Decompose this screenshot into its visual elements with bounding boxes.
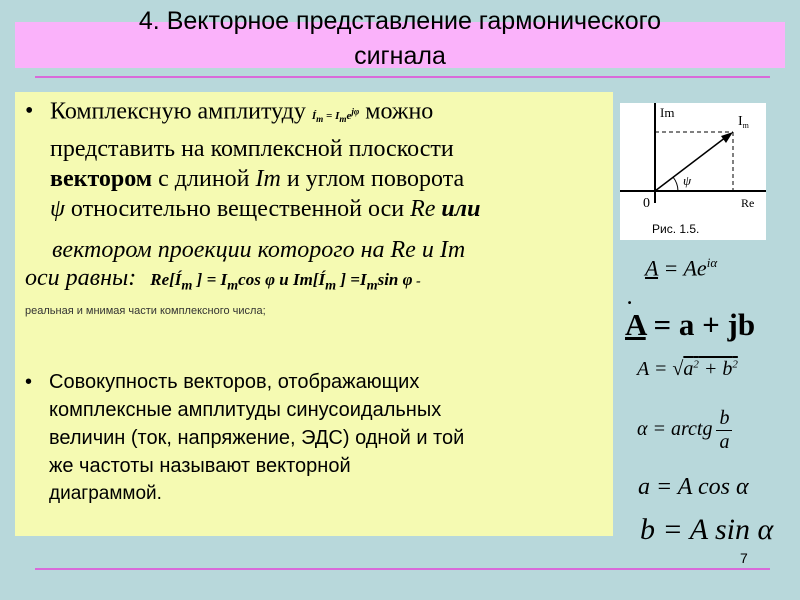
angle-label: ψ: [683, 173, 692, 188]
p1-line-5: вектором проекции которого на Re и Im: [52, 237, 466, 263]
p1-text: и углом поворота: [280, 165, 465, 192]
eq-sup: iα: [706, 255, 718, 270]
title-line-2: сигнала: [354, 42, 446, 70]
vector-line: [655, 134, 730, 191]
eq-lhs: α = arctg: [637, 418, 713, 441]
dash: -: [412, 274, 421, 289]
formula-part: Re[Í: [150, 270, 182, 289]
formula-sub: m: [316, 113, 324, 124]
p2-line-3: величин (ток, напряжение, ЭДС) одной и той: [49, 427, 465, 449]
dot-mark: .: [628, 288, 633, 308]
radicand-b: + b: [698, 358, 733, 380]
paragraph-2: [25, 368, 605, 508]
re-axis-label: Re: [741, 196, 755, 210]
p2-line-2: комплексные амплитуды синусоидальных: [49, 399, 442, 421]
exp-2: 2: [732, 358, 738, 371]
equation-argument: [637, 407, 732, 454]
vector-label-sub: m: [742, 121, 749, 130]
equation-imag-part: b = A sin α: [640, 513, 774, 546]
formula-exp: e: [346, 109, 352, 122]
italic-re: Re: [410, 195, 436, 222]
eq-A-underlined: A: [645, 255, 659, 281]
p1-line-3: [50, 164, 600, 194]
p1-text: можно: [359, 98, 434, 125]
formula-sup: jφ: [351, 106, 360, 116]
p1-line-6: [25, 265, 421, 294]
formula-part: ] =I: [336, 270, 367, 289]
vector-label: [738, 114, 750, 130]
origin-label: 0: [643, 196, 650, 211]
bottom-divider: [35, 568, 770, 570]
top-divider: [35, 76, 770, 78]
bold-ili: или: [435, 195, 481, 222]
vector-label-letter: I: [738, 114, 743, 129]
figure-caption: Рис. 1.5.: [652, 222, 700, 236]
formula-part: sin φ: [377, 270, 413, 289]
p1-text: оси равны:: [25, 265, 137, 291]
eq-lhs: A =: [637, 358, 673, 380]
p2-line-4: же частоты называют векторной: [49, 455, 351, 477]
formula-I: [311, 106, 360, 124]
formula-sub: m: [227, 277, 239, 294]
formula-sub: m: [325, 277, 337, 294]
bold-vector: вектором: [50, 165, 153, 192]
equation-exponential: [645, 255, 717, 281]
sqrt-symbol: √: [672, 358, 684, 380]
psi-symbol: ψ: [50, 195, 65, 222]
numerator: b: [716, 407, 732, 431]
page-number: 7: [740, 550, 748, 566]
exp-2: 2: [693, 358, 699, 371]
im-axis-label: Im: [660, 105, 675, 120]
p2-line-1: Совокупность векторов, отображающих: [49, 371, 420, 393]
formula-sub: m: [181, 277, 193, 294]
bullet: •: [25, 371, 33, 393]
equation-real-part: a = A cos α: [638, 474, 749, 500]
formula-part: ] = I: [192, 270, 228, 289]
angle-arc: [673, 177, 678, 191]
paragraph-1: [25, 96, 600, 224]
projection-formula: [150, 270, 413, 294]
vector-diagram: [620, 103, 766, 240]
vector-arrowhead: [721, 132, 733, 143]
p1-line-4: [50, 194, 600, 224]
formula-sub2: m: [339, 113, 347, 124]
radicand: [683, 358, 738, 380]
radicand-a: a: [683, 358, 694, 380]
equation-modulus: [637, 358, 738, 381]
formula-eq: = I: [323, 109, 340, 122]
p1-text: относительно вещественной оси: [64, 195, 411, 222]
formula-I-symbol: Í: [311, 109, 317, 122]
formula-sub: m: [366, 277, 378, 294]
slide-title: [0, 4, 800, 74]
formula-part: cos φ и Im[Í: [238, 270, 326, 289]
denominator: a: [719, 431, 730, 453]
equation-algebraic: [625, 307, 755, 343]
p1-line-1: [50, 96, 600, 134]
eq-A-underlined: A: [625, 307, 646, 342]
note-text: реальная и мнимая части комплексного числа;: [25, 305, 266, 317]
p1-text: с длиной: [152, 165, 256, 192]
vector-diagram-svg: [620, 103, 766, 240]
p2-line-5: диаграммой.: [49, 483, 162, 504]
bullet: •: [25, 98, 34, 124]
fraction: [716, 407, 732, 454]
eq-rhs: = a + jb: [645, 307, 756, 342]
p1-line-2: представить на комплексной плоскости: [50, 135, 454, 162]
italic-im: Im: [255, 165, 281, 192]
p1-text: Комплексную амплитуду: [50, 98, 312, 125]
eq-rhs: = Ae: [658, 255, 707, 281]
title-line-1: 4. Векторное представление гармонического: [138, 7, 662, 35]
